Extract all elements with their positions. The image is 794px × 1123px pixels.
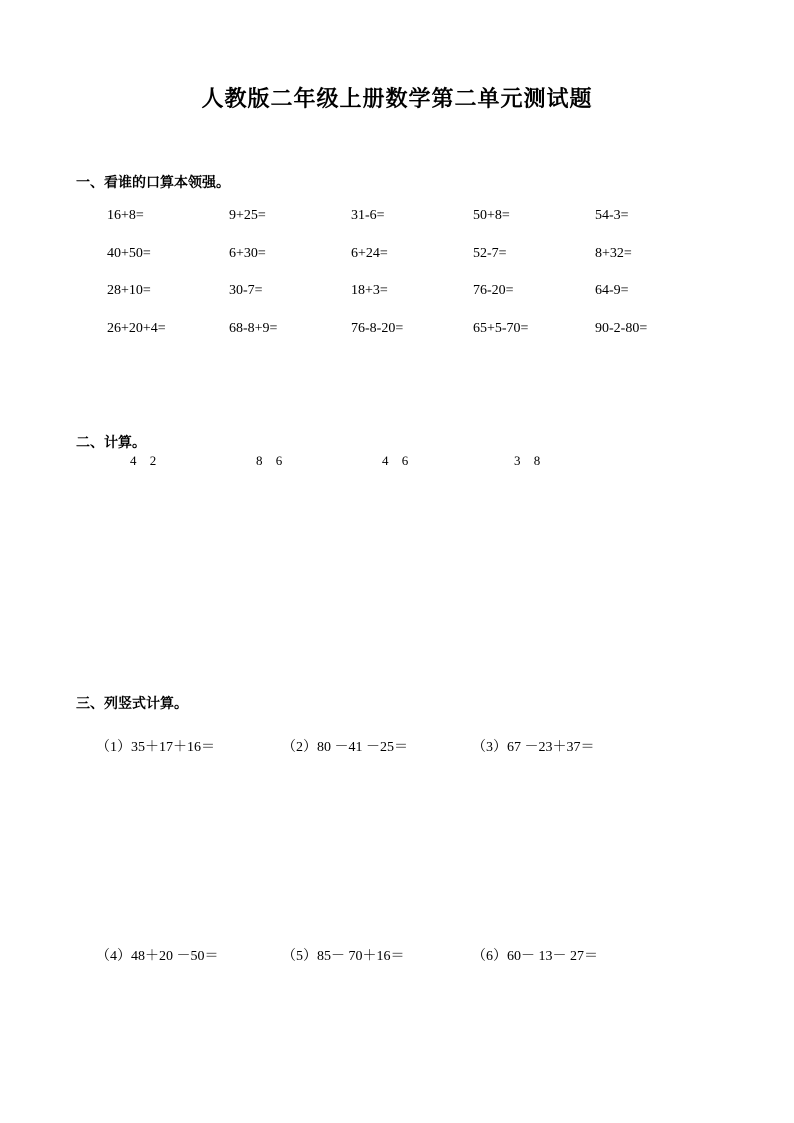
column-calc-row: [96, 945, 598, 965]
column-calc-problem: （3）67 －23＋37＝: [472, 740, 595, 755]
vertical-calc-top-number: 4 6: [382, 453, 414, 468]
mental-math-problem: 8+32=: [595, 245, 632, 261]
mental-math-problem: 28+10=: [107, 283, 151, 298]
mental-math-problem: 6+24=: [351, 245, 388, 261]
mental-math-row: [107, 246, 727, 284]
mental-math-grid: [107, 208, 727, 358]
page-title: 人教版二年级上册数学第二单元测试题: [201, 86, 593, 112]
mental-math-problem: 54-3=: [595, 208, 629, 223]
mental-math-problem: 90-2-80=: [595, 320, 648, 336]
mental-math-problem: 64-9=: [595, 283, 629, 298]
column-calc-problem: （4）48＋20 －50＝: [96, 949, 219, 964]
vertical-calc-top-number: 4 2: [130, 453, 162, 468]
column-calc-problem: （2）80 －41 －25＝: [282, 740, 408, 755]
mental-math-problem: 68-8+9=: [229, 320, 278, 336]
vertical-calc-numbers: [0, 453, 794, 473]
section-1-heading: 一、看谁的口算本领强。: [76, 175, 230, 191]
mental-math-problem: 76-8-20=: [351, 320, 404, 336]
mental-math-problem: 65+5-70=: [473, 320, 529, 336]
mental-math-problem: 6+30=: [229, 245, 266, 261]
column-calc-row: [96, 736, 595, 756]
mental-math-row: [107, 208, 727, 246]
mental-math-row: [107, 321, 727, 359]
mental-math-problem: 31-6=: [351, 208, 385, 223]
column-calc-problem: （6）60－ 13－ 27＝: [472, 949, 598, 964]
mental-math-row: [107, 283, 727, 321]
mental-math-problem: 9+25=: [229, 208, 266, 223]
mental-math-problem: 40+50=: [107, 245, 151, 261]
mental-math-problem: 50+8=: [473, 208, 510, 223]
mental-math-problem: 52-7=: [473, 245, 507, 261]
section-3-heading: 三、列竖式计算。: [76, 696, 188, 712]
mental-math-problem: 18+3=: [351, 283, 388, 298]
mental-math-problem: 76-20=: [473, 283, 514, 298]
mental-math-problem: 26+20+4=: [107, 320, 166, 336]
vertical-calc-top-number: 3 8: [514, 453, 546, 468]
column-calc-problem: （5）85－ 70＋16＝: [282, 949, 405, 964]
mental-math-problem: 30-7=: [229, 283, 263, 298]
section-2-heading: 二、计算。: [76, 435, 146, 451]
column-calc-problem: （1）35＋17＋16＝: [96, 740, 215, 755]
mental-math-problem: 16+8=: [107, 208, 144, 223]
vertical-calc-top-number: 8 6: [256, 453, 288, 468]
